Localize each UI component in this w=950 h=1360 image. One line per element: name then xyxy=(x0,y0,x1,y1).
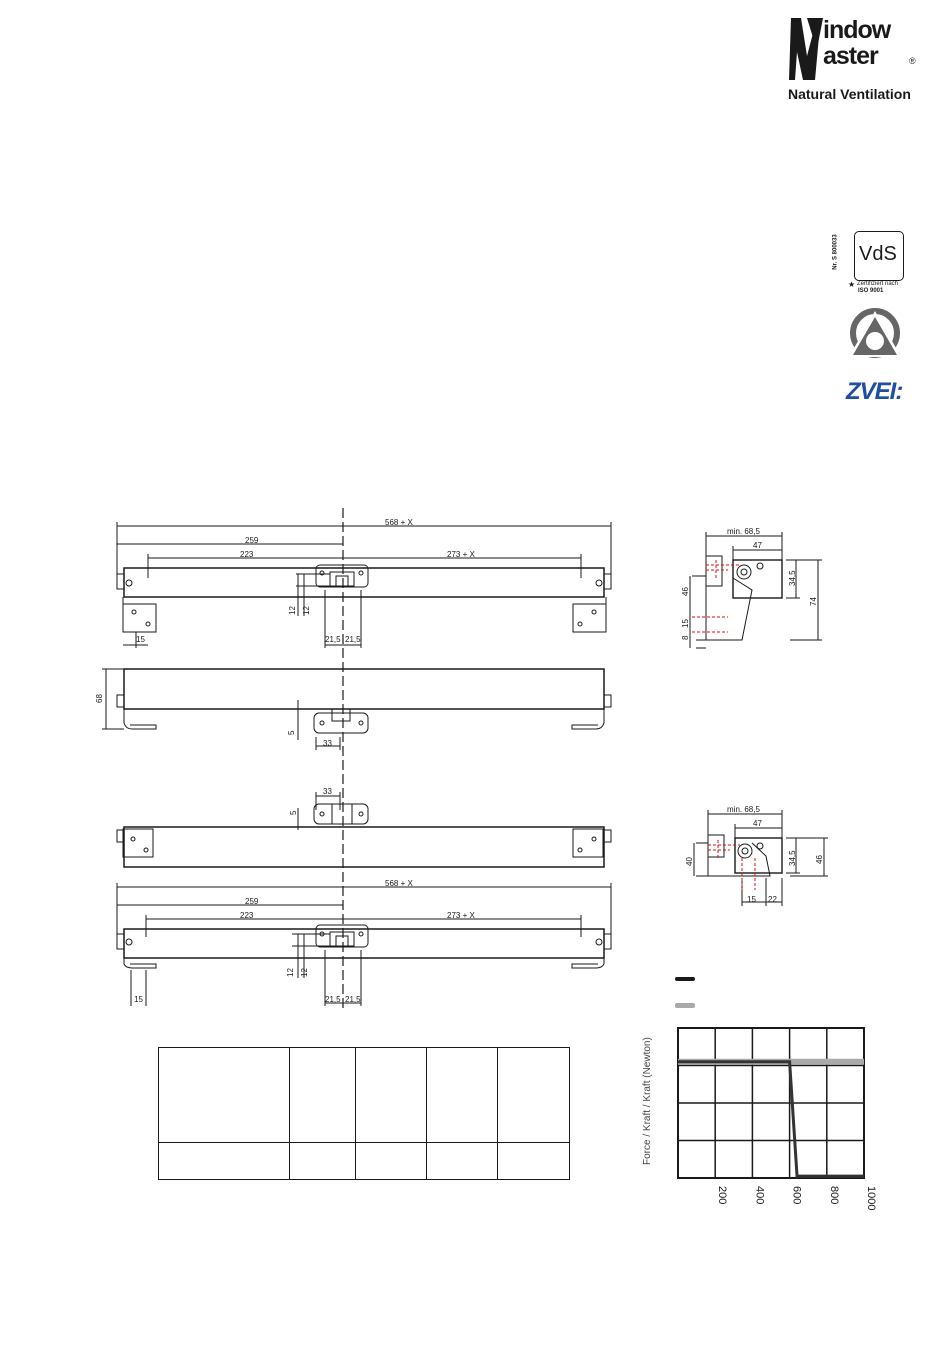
actuator-body-third xyxy=(124,827,604,867)
vds-note-2: ISO 9001 xyxy=(858,288,884,294)
chart-y-label: Force / Kraft / Kraft (Newton) xyxy=(642,1037,653,1165)
section-bottom-red-marks xyxy=(708,840,755,890)
sec2-offset-a: 15 xyxy=(747,895,756,904)
table-cell xyxy=(290,1143,356,1180)
table-cell xyxy=(159,1143,290,1180)
sec2-min-width: min. 68,5 xyxy=(727,805,760,814)
sec2-height-total: 46 xyxy=(815,855,824,864)
x-tick-label: 600 xyxy=(790,1186,803,1205)
x-tick-label: 1000 xyxy=(865,1186,877,1211)
table-row xyxy=(159,1143,570,1180)
sec1-offset-a: 8 xyxy=(681,635,690,640)
table-row xyxy=(159,1048,570,1143)
dim-side-width: 33 xyxy=(323,739,332,748)
actuator-body-top xyxy=(124,568,604,597)
dim-bottom-inner-right: 273 + X xyxy=(447,911,475,920)
spec-table xyxy=(158,1047,570,1180)
dim-bottom-half-b: 21,5 xyxy=(345,995,361,1004)
logo-line-1: indow xyxy=(823,16,891,44)
dim-bottom-overall: 568 + X xyxy=(385,879,413,888)
chart-series xyxy=(678,1062,864,1176)
dim-bottom-inner-left: 223 xyxy=(240,911,254,920)
dim-top-offset-b: 12 xyxy=(302,606,311,615)
fitting-third xyxy=(314,804,368,824)
x-tick-label: 400 xyxy=(753,1186,766,1205)
bracket-left xyxy=(123,604,156,632)
bracket-right xyxy=(573,604,606,632)
vds-note-1: Zertifiziert nach xyxy=(857,281,899,287)
zvei-label: ZVEI: xyxy=(846,378,903,405)
table-cell xyxy=(498,1143,570,1180)
dim-bottom-half-a: 21,5 xyxy=(325,995,341,1004)
force-chart xyxy=(630,965,890,1225)
x-tick-label: 200 xyxy=(716,1186,729,1205)
dim-top-half-a: 21,5 xyxy=(325,635,341,644)
sec1-min-width: min. 68,5 xyxy=(727,527,760,536)
table-cell xyxy=(427,1048,498,1143)
table-cell xyxy=(498,1048,570,1143)
dim-top-overall: 568 + X xyxy=(385,518,413,527)
sec2-height-body: 34,5 xyxy=(788,850,797,866)
legend-swatch-grey xyxy=(675,1003,695,1008)
dim-top-left-span: 259 xyxy=(245,536,259,545)
sec2-height-left: 40 xyxy=(685,857,694,866)
fitting-side xyxy=(314,713,368,733)
dim-top-bracket: 15 xyxy=(136,635,145,644)
dim-bottom-offset-a: 12 xyxy=(286,968,295,977)
sec1-body-width: 47 xyxy=(753,541,762,550)
dim-third-offset: 5 xyxy=(289,810,298,815)
x-tick-label: 800 xyxy=(827,1186,840,1205)
chart-x-ticks xyxy=(716,1186,877,1210)
chart-grid xyxy=(678,1028,864,1178)
actuator-body-bottom xyxy=(124,929,604,958)
table-cell xyxy=(159,1048,290,1143)
dim-bottom-left-span: 259 xyxy=(245,897,259,906)
legend-swatch-black xyxy=(675,977,695,981)
table-cell xyxy=(427,1143,498,1180)
dim-third-width: 33 xyxy=(323,787,332,796)
dim-top-inner-right: 273 + X xyxy=(447,550,475,559)
dim-top-inner-left: 223 xyxy=(240,550,254,559)
dim-top-offset-a: 12 xyxy=(288,606,297,615)
sec2-offset-b: 22 xyxy=(768,895,777,904)
sec1-height-left: 46 xyxy=(681,587,690,596)
vds-label: VdS xyxy=(859,243,897,265)
sec2-body-width: 47 xyxy=(753,819,762,828)
dim-bottom-bracket: 15 xyxy=(134,995,143,1004)
table-cell xyxy=(356,1048,427,1143)
sec1-height-body: 34,5 xyxy=(788,570,797,586)
actuator-body-side xyxy=(124,669,604,709)
vds-star-icon: ★ xyxy=(848,280,856,289)
dim-bottom-offset-b: 12 xyxy=(300,968,309,977)
table-cell xyxy=(290,1048,356,1143)
vds-number: Nr. S 800033 xyxy=(832,234,839,270)
table-cell xyxy=(356,1143,427,1180)
dim-side-height: 68 xyxy=(95,694,104,703)
sec1-offset-b: 15 xyxy=(681,619,690,628)
logo-tagline: Natural Ventilation xyxy=(788,86,911,102)
dim-side-offset: 5 xyxy=(287,730,296,735)
dim-top-half-b: 21,5 xyxy=(345,635,361,644)
sec1-height-total: 74 xyxy=(809,597,818,606)
logo-line-2: aster xyxy=(823,42,878,70)
series-line-2 xyxy=(678,1062,864,1176)
registered-mark: ® xyxy=(909,56,916,66)
